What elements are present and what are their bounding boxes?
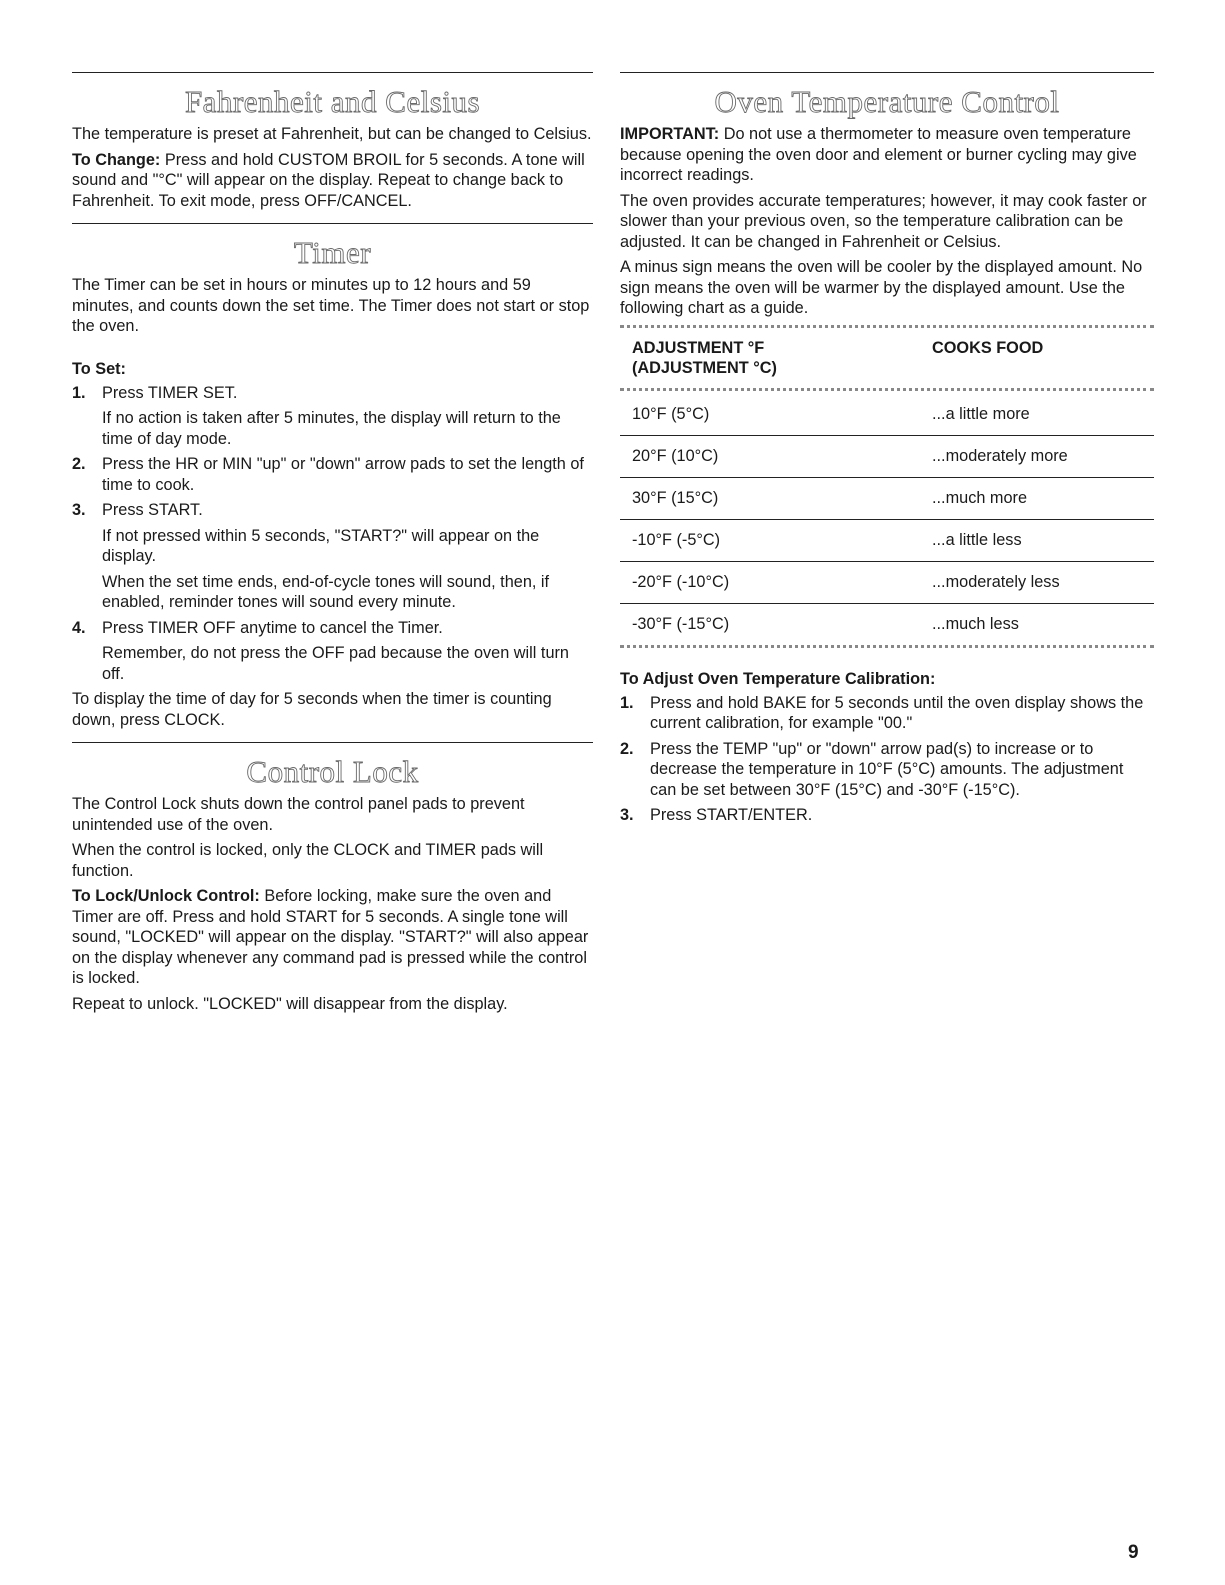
oven-temperature-control-title: Oven Temperature Control	[714, 84, 1060, 119]
lock-unlock-text: Before locking, make sure the oven and Timer are off. Press and hold START for 5 seconds. A single tone will sound, "LOCKED" will appear on the display. "START?" will also appear on the display whenever any command pad is pressed while the control is locked.	[72, 887, 589, 987]
step-text: Press the HR or MIN "up" or "down" arrow pads to set the length of time to cook.	[102, 455, 584, 494]
header-adjustment-f: ADJUSTMENT °F	[632, 338, 765, 357]
section-divider	[72, 223, 593, 224]
step-number: 1.	[620, 693, 634, 712]
table-row	[620, 520, 1154, 562]
timer-step	[72, 383, 593, 450]
adjustment-cell: -30°F (-15°C)	[632, 614, 730, 633]
adjustment-cell: 20°F (10°C)	[632, 446, 719, 465]
timer-step	[72, 618, 593, 685]
step-note: If not pressed within 5 seconds, "START?" will appear on the display.	[102, 526, 540, 565]
step-number: 4.	[72, 618, 86, 637]
table-bottom-border	[620, 645, 1154, 651]
step-text: Press TIMER OFF anytime to cancel the Timer.	[102, 618, 443, 637]
cooks-food-cell: ...much less	[932, 614, 1019, 633]
oven-temp-p2: The oven provides accurate temperatures; however, it may cook faster or slower than your previous oven, so the temperature calibration can be adjusted. It can be changed in Fahrenheit or Celsius.	[620, 191, 1147, 251]
adjustment-cell: 10°F (5°C)	[632, 404, 710, 423]
timer-steps	[72, 383, 593, 685]
step-note: If no action is taken after 5 minutes, the display will return to the time of day mode.	[102, 409, 561, 448]
control-lock-p4: Repeat to unlock. "LOCKED" will disappear from the display.	[72, 994, 508, 1013]
fahrenheit-intro: The temperature is preset at Fahrenheit, but can be changed to Celsius.	[72, 125, 592, 143]
calibration-step	[620, 739, 1154, 801]
cooks-food-cell: ...much more	[932, 488, 1028, 507]
section-divider	[72, 72, 593, 73]
step-number: 3.	[72, 501, 86, 519]
calibration-step	[620, 805, 1154, 826]
table-row	[620, 394, 1154, 436]
step-number: 2.	[72, 455, 86, 473]
step-note: Remember, do not press the OFF pad because the oven will turn off.	[102, 644, 569, 683]
table-row	[620, 436, 1154, 478]
table-row	[620, 562, 1154, 604]
control-lock-p3	[72, 886, 593, 989]
adjustment-cell: -20°F (-10°C)	[632, 572, 730, 591]
section-divider	[72, 742, 593, 743]
timer-step	[72, 454, 593, 495]
oven-temp-p3: A minus sign means the oven will be cooler by the displayed amount. No sign means the oven will be warmer by the displayed amount. Use the following chart as a guide.	[620, 258, 1143, 317]
timer-title: Timer	[293, 235, 372, 270]
header-cooks-food: COOKS FOOD	[932, 338, 1044, 357]
timer-outro: To display the time of day for 5 seconds when the timer is counting down, press CLOCK.	[72, 690, 552, 729]
important-label: IMPORTANT:	[620, 125, 720, 143]
lock-unlock-label: To Lock/Unlock Control:	[72, 887, 260, 905]
step-text: Press the TEMP "up" or "down" arrow pad(s) to increase or to decrease the temperature in 10°F (5°C) amounts. The adjustment can be set between 30°F (15°C) and -30°F (-15°C).	[650, 739, 1124, 799]
timer-intro: The Timer can be set in hours or minutes up to 12 hours and 59 minutes, and counts down the set time. The Timer does not start or stop the oven.	[72, 276, 590, 335]
left-column	[72, 72, 593, 1019]
fahrenheit-change-paragraph	[72, 150, 593, 212]
table-row	[620, 604, 1154, 645]
step-text: Press TIMER SET.	[102, 383, 238, 402]
timer-to-set-heading: To Set:	[72, 359, 126, 378]
important-text: Do not use a thermometer to measure oven temperature because opening the oven door and element or burner cycling may give incorrect readings.	[620, 125, 1137, 184]
adjustment-cell: 30°F (15°C)	[632, 488, 719, 507]
to-change-label: To Change:	[72, 150, 161, 169]
page-number: 9	[1128, 1542, 1139, 1563]
step-text: Press START/ENTER.	[650, 806, 813, 824]
fahrenheit-celsius-title: Fahrenheit and Celsius	[184, 84, 481, 119]
cooks-food-cell: ...a little more	[932, 404, 1030, 423]
section-divider	[620, 72, 1154, 73]
step-note: When the set time ends, end-of-cycle tones will sound, then, if enabled, reminder tones will sound every minute.	[102, 572, 550, 611]
step-number: 1.	[72, 383, 86, 402]
header-adjustment-c: (ADJUSTMENT °C)	[632, 358, 777, 377]
calibration-heading: To Adjust Oven Temperature Calibration:	[620, 669, 936, 688]
table-row	[620, 478, 1154, 520]
cooks-food-cell: ...moderately less	[932, 572, 1060, 591]
cooks-food-cell: ...a little less	[932, 530, 1022, 549]
step-text: Press START.	[102, 501, 203, 519]
cooks-food-cell: ...moderately more	[932, 446, 1068, 465]
step-number: 2.	[620, 739, 634, 758]
timer-step	[72, 500, 593, 613]
step-number: 3.	[620, 806, 634, 824]
header-adjustment	[632, 338, 932, 378]
control-lock-title: Control Lock	[246, 754, 419, 789]
table-header	[620, 331, 1154, 388]
calibration-steps	[620, 693, 1154, 826]
step-text: Press and hold BAKE for 5 seconds until the oven display shows the current calibration, for example "00."	[650, 693, 1144, 732]
to-change-text: Press and hold CUSTOM BROIL for 5 seconds. A tone will sound and "°C" will appear on the display. Repeat to change back to Fahrenheit. To exit mode, press OFF/CANCEL.	[72, 150, 585, 210]
calibration-step	[620, 693, 1154, 734]
control-lock-p1: The Control Lock shuts down the control panel pads to prevent unintended use of the oven.	[72, 795, 525, 834]
adjustment-cell: -10°F (-5°C)	[632, 530, 721, 549]
right-column	[620, 72, 1154, 831]
control-lock-p2: When the control is locked, only the CLOCK and TIMER pads will function.	[72, 841, 544, 880]
calibration-table	[620, 325, 1154, 651]
important-paragraph	[620, 124, 1154, 186]
